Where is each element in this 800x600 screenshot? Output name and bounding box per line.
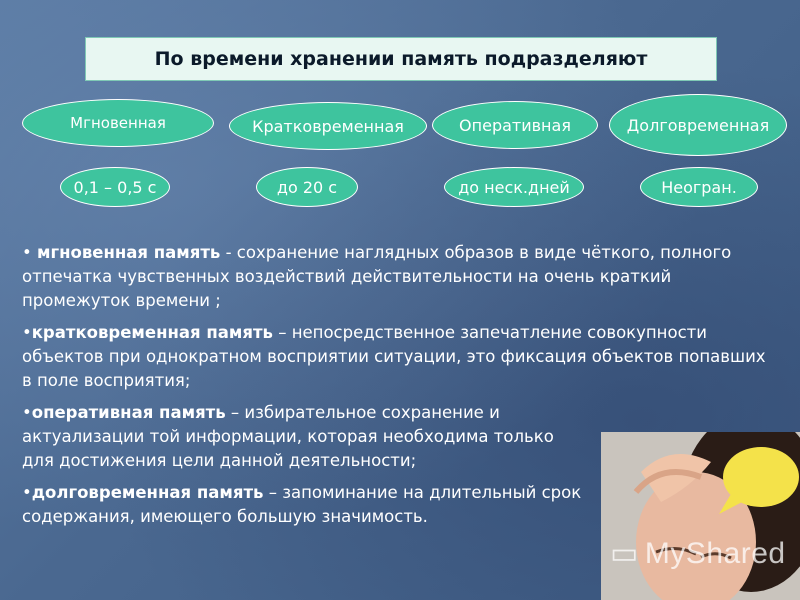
- duration-working-oval: до неск.дней: [444, 167, 584, 207]
- type-working-oval: Оперативная: [432, 101, 598, 149]
- watermark-text: MyShared: [644, 536, 786, 570]
- definition-term: кратковременная память: [31, 323, 273, 342]
- type-short-term-oval: Кратковременная: [229, 102, 427, 150]
- watermark: [610, 536, 786, 571]
- definition-term: мгновенная память: [36, 243, 221, 262]
- definition-text: – запоминание на длительный срок содержания, имеющего большую значимость.: [22, 483, 582, 526]
- presentation-icon: ▭: [610, 537, 639, 570]
- definition-text: – непосредственное запечатление совокупности объектов при однократном восприятии ситуации, это фиксация объектов попавших в поле восприятия;: [22, 323, 766, 390]
- definition-working: •оперативная память – избирательное сохранение и актуализации той информации, которая необходима только для достижения цели данной деятельности;: [22, 403, 554, 470]
- definition-long-term: •долговременная память – запоминание на длительный срок содержания, имеющего большую значимость.: [22, 483, 582, 526]
- slide-title: По времени хранении память подразделяют: [85, 37, 717, 81]
- definition-instant: • мгновенная память - сохранение наглядных образов в виде чёткого, полного отпечатка чувственных воздействий действительности на очень краткий промежуток времени ;: [22, 243, 732, 310]
- thinking-person-illustration: [601, 432, 800, 600]
- definition-text: - сохранение наглядных образов в виде чёткого, полного отпечатка чувственных воздействий действительности на очень краткий промежуток времени ;: [22, 243, 732, 310]
- definition-text: – избирательное сохранение и актуализации той информации, которая необходима только для достижения цели данной деятельности;: [22, 403, 554, 470]
- definition-term: долговременная память: [31, 483, 264, 502]
- thinking-person-photo: [601, 432, 800, 600]
- definition-short-term: •кратковременная память – непосредственное запечатление совокупности объектов при однократном восприятии ситуации, это фиксация объектов попавших в поле восприятия;: [22, 323, 766, 390]
- duration-instant-oval: 0,1 – 0,5 с: [60, 167, 170, 207]
- duration-long-term-oval: Неогран.: [640, 167, 758, 207]
- type-long-term-oval: Долговременная: [609, 94, 787, 156]
- duration-short-term-oval: до 20 с: [256, 167, 358, 207]
- definition-term: оперативная память: [31, 403, 226, 422]
- type-instant-oval: Мгновенная: [22, 99, 214, 147]
